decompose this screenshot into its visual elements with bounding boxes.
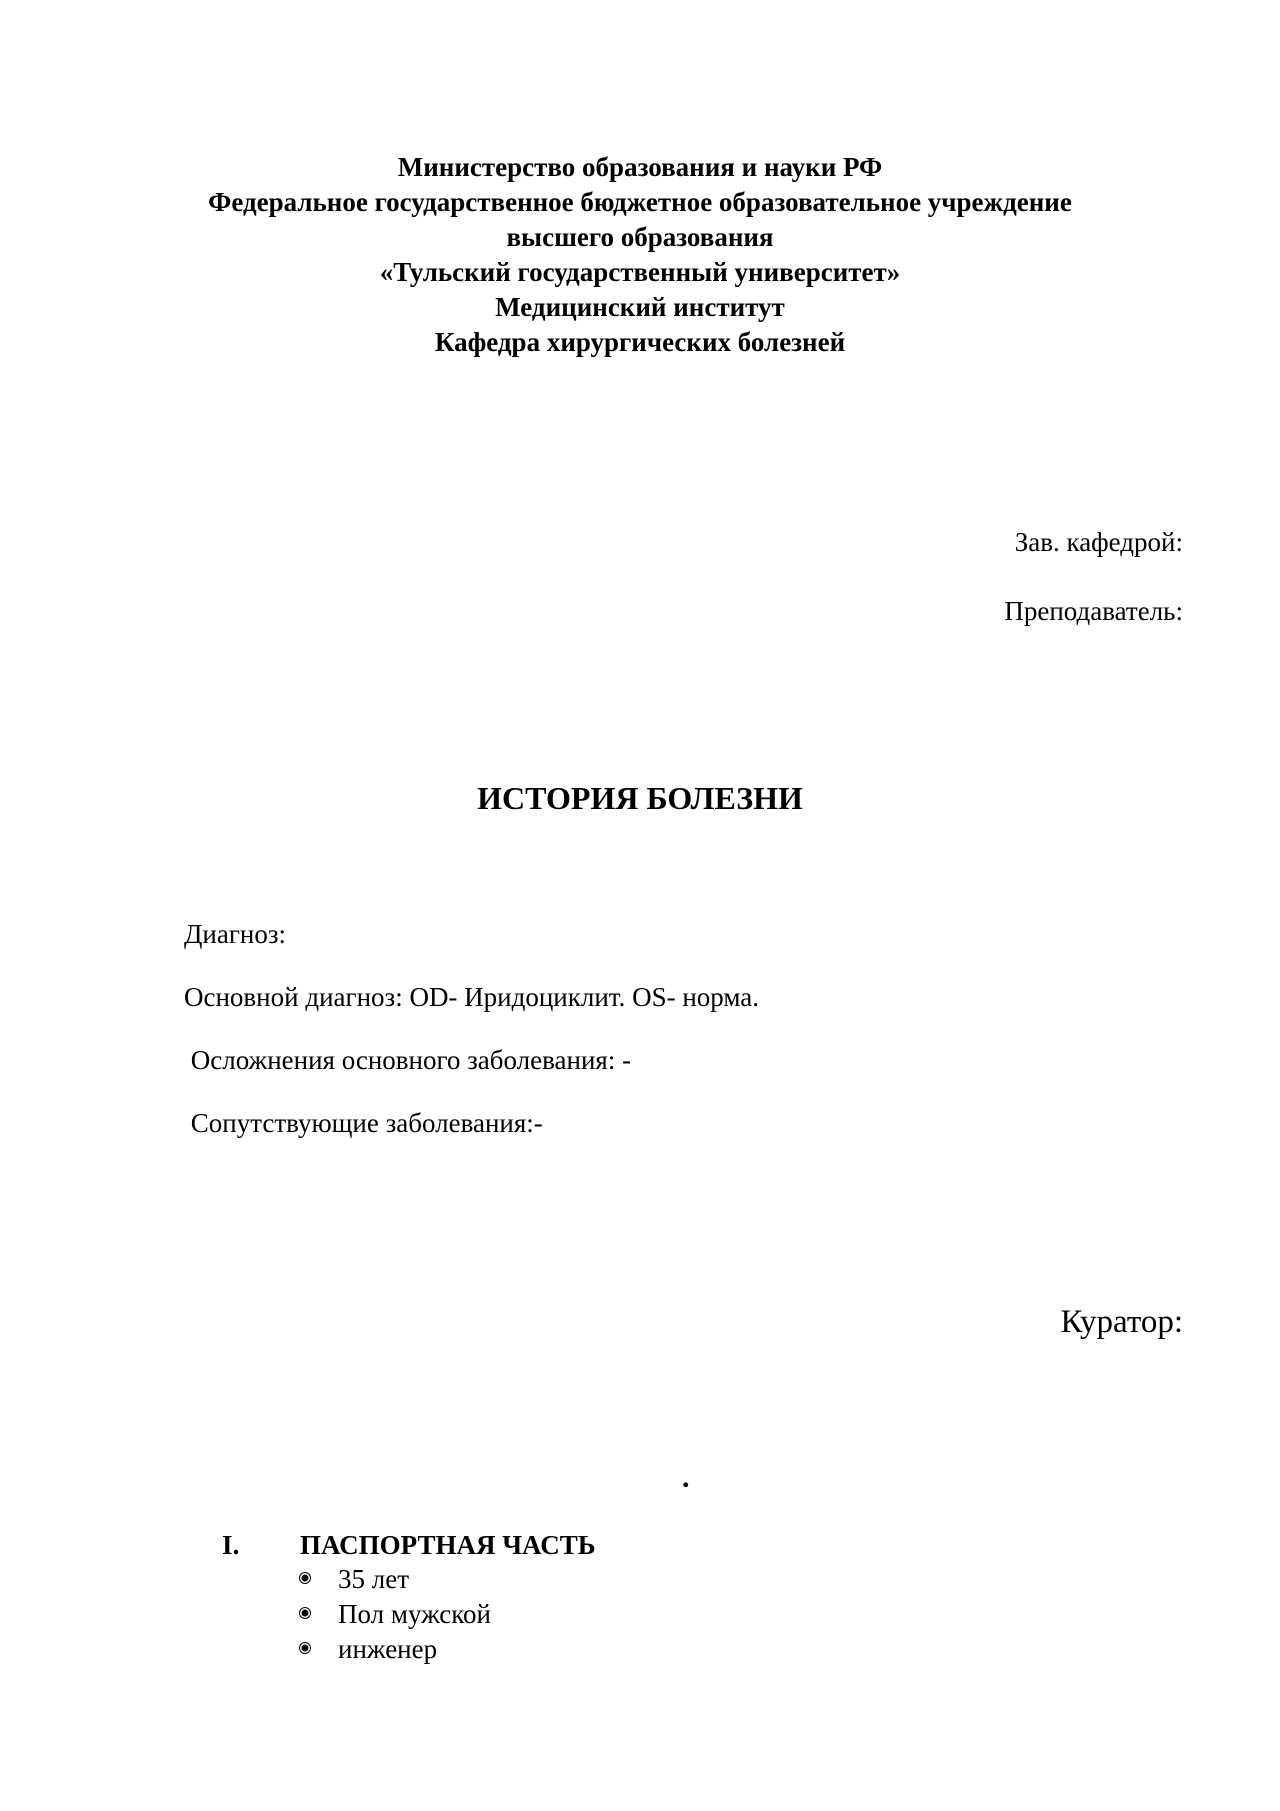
list-item-text: Пол мужской (338, 1599, 491, 1629)
document-title: ИСТОРИЯ БОЛЕЗНИ (477, 780, 803, 816)
list-item-text: 35 лет (338, 1564, 410, 1594)
list-item-text: инженер (338, 1634, 438, 1664)
section-number: I. (222, 1530, 240, 1560)
header-line-higher-education: высшего образования (506, 222, 774, 252)
head-of-department-label: Зав. кафедрой: (1014, 527, 1183, 557)
header-line-university: «Тульский государственный университет» (379, 257, 901, 287)
header-line-ministry: Министерство образования и науки РФ (397, 152, 883, 182)
header-line-federal-institution: Федеральное государственное бюджетное образовательное учреждение (208, 187, 1072, 217)
separator-dot: . (682, 1461, 690, 1494)
complications-line: Осложнения основного заболевания: - (184, 1045, 632, 1075)
bullet-icon (300, 1573, 310, 1583)
bullet-icon (300, 1643, 310, 1653)
institution-header (150, 150, 1130, 360)
main-diagnosis: Основной диагноз: OD- Иридоциклит. OS- норма. (184, 982, 760, 1012)
bullet-icon (300, 1608, 310, 1618)
diagnosis-label: Диагноз: (184, 919, 287, 949)
teacher-label: Преподаватель: (1004, 596, 1183, 626)
section-title: ПАСПОРТНАЯ ЧАСТЬ (300, 1530, 596, 1560)
header-line-department: Кафедра хирургических болезней (434, 327, 846, 357)
curator-label: Куратор: (1060, 1304, 1183, 1340)
concomitant-diseases-line: Сопутствующие заболевания:- (184, 1108, 543, 1138)
header-line-institute: Медицинский институт (495, 292, 785, 322)
